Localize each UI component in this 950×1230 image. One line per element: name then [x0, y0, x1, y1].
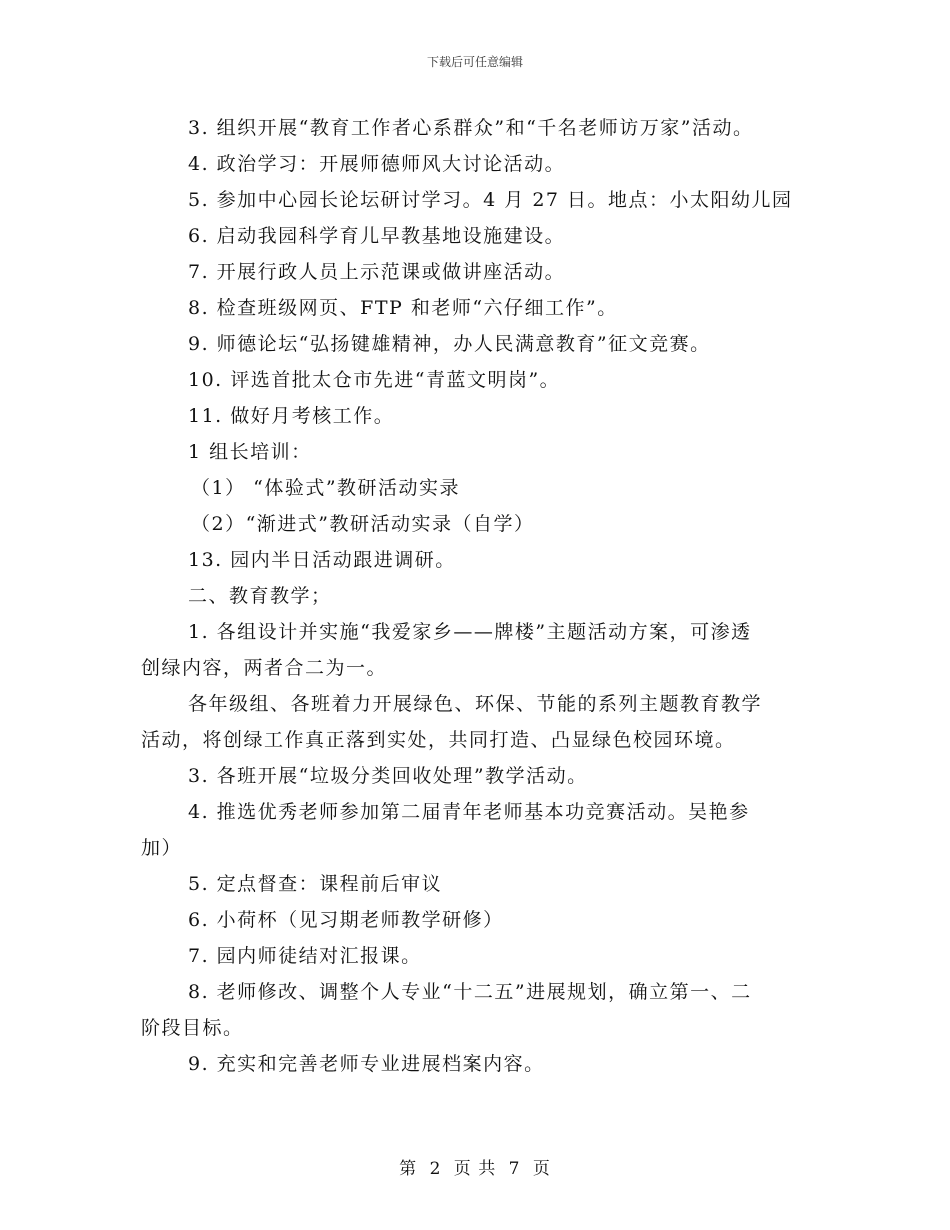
text-line: 6. 启动我园科学育儿早教基地设施建设。 [188, 225, 566, 247]
page-header: 下载后可任意编辑 [426, 55, 523, 69]
page-footer [0, 1154, 950, 1179]
footer-total-pages: 7 [508, 1159, 521, 1179]
text-line: 1 组长培训： [188, 441, 312, 463]
text-line: 11. 做好月考核工作。 [188, 405, 395, 427]
text-line: 8. 检查班级网页、FTP 和老师“六仔细工作”。 [188, 297, 618, 319]
footer-prefix: 第 [399, 1159, 418, 1179]
text-line: 活动，将创绿工作真正落到实处，共同打造、凸显绿色校园环境。 [141, 729, 736, 751]
text-line: （1） “体验式”教研活动实录 [191, 477, 461, 499]
text-line: 13. 园内半日活动跟进调研。 [188, 549, 456, 571]
text-line: 6. 小荷杯（见习期老师教学研修） [188, 909, 504, 931]
text-line: 创绿内容，两者合二为一。 [141, 657, 388, 679]
text-line: 二、教育教学； [188, 585, 332, 607]
text-line: 9. 师德论坛“弘扬键雄精神，办人民满意教育”征文竞赛。 [188, 333, 711, 355]
text-line: 加） [141, 837, 183, 859]
text-line: 阶段目标。 [141, 1017, 244, 1039]
text-line: 1. 各组设计并实施“我爱家乡——牌楼”主题活动方案，可渗透 [188, 621, 752, 643]
text-line: 5. 参加中心园长论坛研讨学习。4 月 27 日。地点：小太阳幼儿园 [188, 189, 793, 211]
footer-suffix: 页 [532, 1159, 551, 1179]
text-line: 9. 充实和完善老师专业进展档案内容。 [188, 1053, 545, 1075]
footer-page-number: 2 [429, 1159, 442, 1179]
footer-middle: 页 共 [453, 1159, 497, 1179]
text-line: 5. 定点督查：课程前后审议 [188, 873, 443, 895]
document-body [141, 110, 813, 1082]
text-line: 8. 老师修改、调整个人专业“十二五”进展规划，确立第一、二 [188, 981, 752, 1003]
text-line: 各年级组、各班着力开展绿色、环保、节能的系列主题教育教学 [188, 693, 763, 715]
text-line: 7. 园内师徒结对汇报课。 [188, 945, 422, 967]
text-line: 7. 开展行政人员上示范课或做讲座活动。 [188, 261, 566, 283]
text-line: 10. 评选首批太仓市先进“青蓝文明岗”。 [188, 369, 561, 391]
text-line: 3. 各班开展“垃圾分类回收处理”教学活动。 [188, 765, 588, 787]
text-line: 3. 组织开展“教育工作者心系群众”和“千名老师访万家”活动。 [188, 117, 754, 139]
text-line: （2）“渐进式”教研活动实录（自学） [191, 513, 535, 535]
text-line: 4. 推选优秀老师参加第二届青年老师基本功竞赛活动。吴艳参 [188, 801, 750, 823]
text-line: 4. 政治学习：开展师德师风大讨论活动。 [188, 153, 566, 175]
